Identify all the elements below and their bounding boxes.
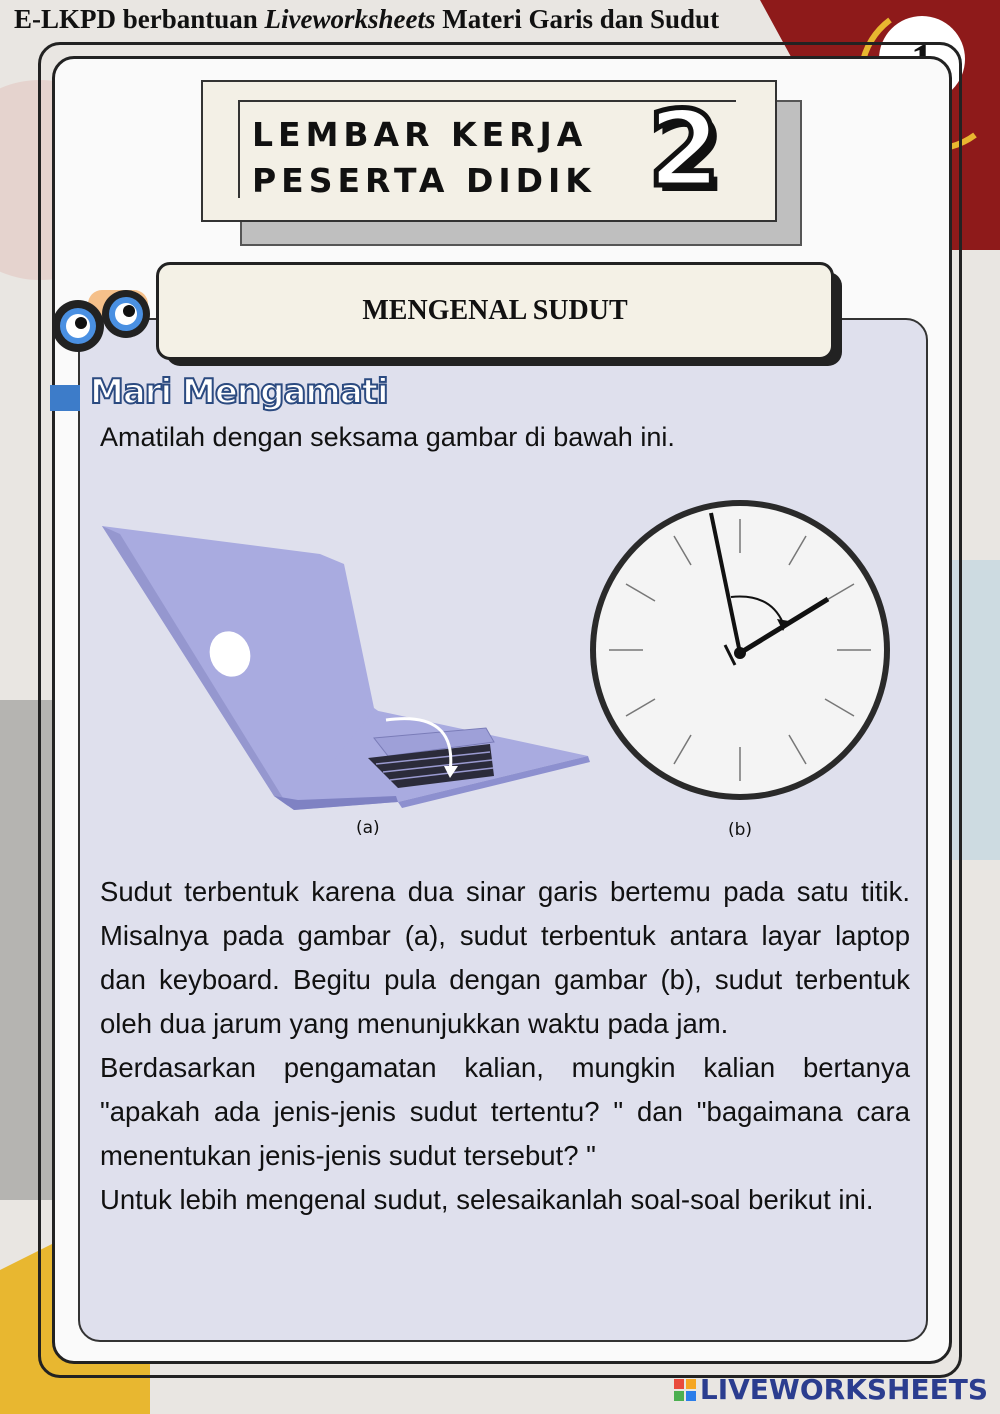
laptop-illustration bbox=[98, 520, 598, 810]
worksheet-number: 2 bbox=[648, 88, 721, 210]
paragraph-2: Berdasarkan pengamatan kalian, mungkin kalian bertanya "apakah ada jenis-jenis sudut tertentu? " dan "bagaimana cara menentukan jenis-jenis sudut tersebut? " bbox=[100, 1052, 910, 1171]
caption-b: (b) bbox=[728, 820, 753, 840]
liveworksheets-mark-icon bbox=[674, 1379, 696, 1401]
body-text bbox=[100, 870, 910, 1222]
liveworksheets-logo[interactable] bbox=[674, 1373, 988, 1406]
paragraph-1: Sudut terbentuk karena dua sinar garis bertemu pada satu titik. Misalnya pada gambar (a), sudut terbentuk antara layar laptop dan keyboard. Begitu pula dengan gambar (b), sudut terbentuk oleh dua jarum yang menunjukkan waktu pada jam. bbox=[100, 876, 910, 1039]
intro-text: Amatilah dengan seksama gambar di bawah ini. bbox=[100, 422, 675, 452]
caption-a: (a) bbox=[356, 818, 380, 838]
document-title: E-LKPD berbantuan Liveworksheets Materi Garis dan Sudut bbox=[14, 4, 720, 34]
paragraph-3: Untuk lebih mengenal sudut, selesaikanlah soal-soal berikut ini. bbox=[100, 1184, 874, 1215]
binoculars-icon bbox=[48, 282, 158, 362]
clock-illustration bbox=[585, 495, 895, 805]
subtitle-text: MENGENAL SUDUT bbox=[362, 295, 628, 326]
subtitle-banner bbox=[156, 262, 834, 360]
section-title: Mari Mengamati bbox=[90, 372, 388, 412]
section-marker bbox=[50, 385, 80, 411]
worksheet-heading: LEMBAR KERJA PESERTA DIDIK bbox=[252, 115, 596, 200]
brand-text: LIVEWORKSHEETS bbox=[699, 1373, 988, 1406]
